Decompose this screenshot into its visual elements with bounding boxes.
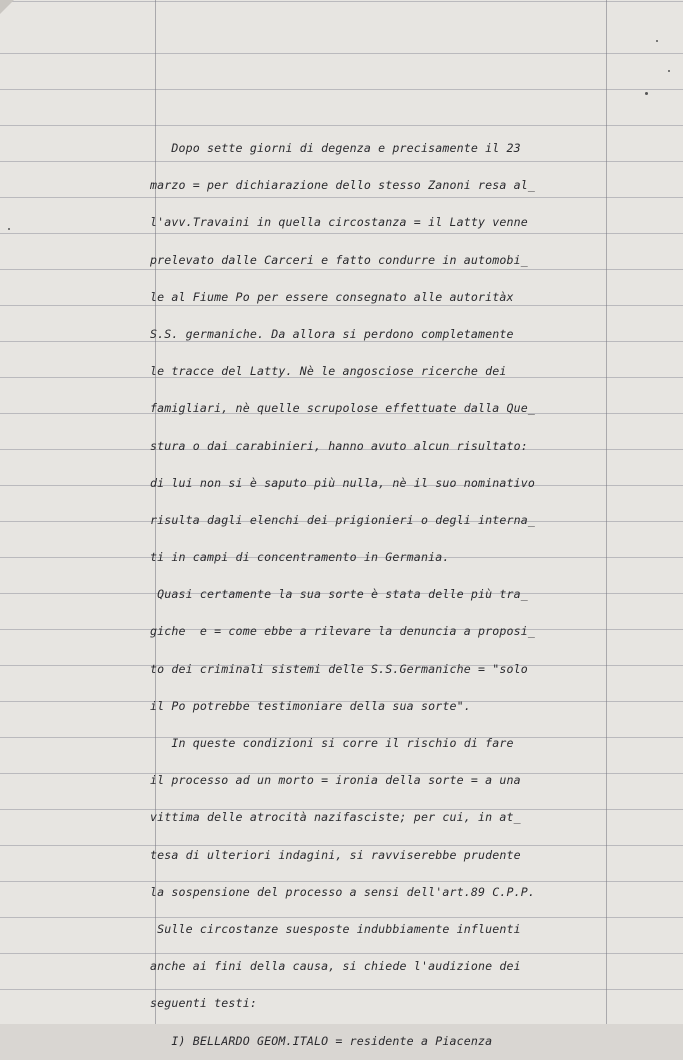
text-line: tesa di ulteriori indagini, si ravviserebbe prudente <box>150 847 521 862</box>
ink-speck <box>668 70 670 72</box>
text-line: le al Fiume Po per essere consegnato alle autoritàx <box>150 289 514 304</box>
text-line: to dei criminali sistemi delle S.S.Germaniche = "solo <box>150 661 528 676</box>
text-line: risulta dagli elenchi dei prigionieri o degli interna_ <box>150 512 536 527</box>
text-line: seguenti testi: <box>150 996 257 1011</box>
text-line: anche ai fini della causa, si chiede l'audizione dei <box>150 959 521 974</box>
text-line: I) BELLARDO GEOM.ITALO = residente a Piacenza <box>150 1033 493 1048</box>
text-line: l'avv.Travaini in quella circostanza = il Latty venne <box>150 215 528 230</box>
typed-text-body <box>150 130 620 1060</box>
ink-speck <box>645 92 648 95</box>
text-line: In queste condizioni si corre il rischio di fare <box>150 736 514 750</box>
text-line: di lui non si è saputo più nulla, nè il suo nominativo <box>150 475 536 490</box>
text-line: il processo ad un morto = ironia della sorte = a una <box>150 773 521 788</box>
text-line: famigliari, nè quelle scrupolose effettuate dalla Que_ <box>150 401 536 416</box>
text-line: Sulle circostanze suesposte indubbiamente influenti <box>150 921 521 936</box>
text-line: giche e = come ebbe a rilevare la denuncia a proposi_ <box>150 624 536 639</box>
text-line: la sospensione del processo a sensi dell'art.89 C.P.P. <box>150 884 536 899</box>
text-line: S.S. germaniche. Da allora si perdono completamente <box>150 326 514 341</box>
text-line: stura o dai carabinieri, hanno avuto alcun risultato: <box>150 438 528 453</box>
text-line: Quasi certamente la sua sorte è stata delle più tra_ <box>150 587 528 602</box>
ink-speck <box>656 40 658 42</box>
page-corner <box>0 0 14 14</box>
ink-speck <box>8 228 10 230</box>
text-line: vittima delle atrocità nazifasciste; per cui, in at_ <box>150 810 521 825</box>
text-line: ti in campi di concentramento in Germania. <box>150 550 450 565</box>
text-line: marzo = per dichiarazione dello stesso Zanoni resa al_ <box>150 178 536 193</box>
text-line: Dopo sette giorni di degenza e precisamente il 23 <box>150 141 521 155</box>
text-line: il Po potrebbe testimoniare della sua sorte". <box>150 698 471 713</box>
text-line: le tracce del Latty. Nè le angosciose ricerche dei <box>150 364 507 379</box>
text-line: prelevato dalle Carceri e fatto condurre in automobi_ <box>150 252 528 267</box>
